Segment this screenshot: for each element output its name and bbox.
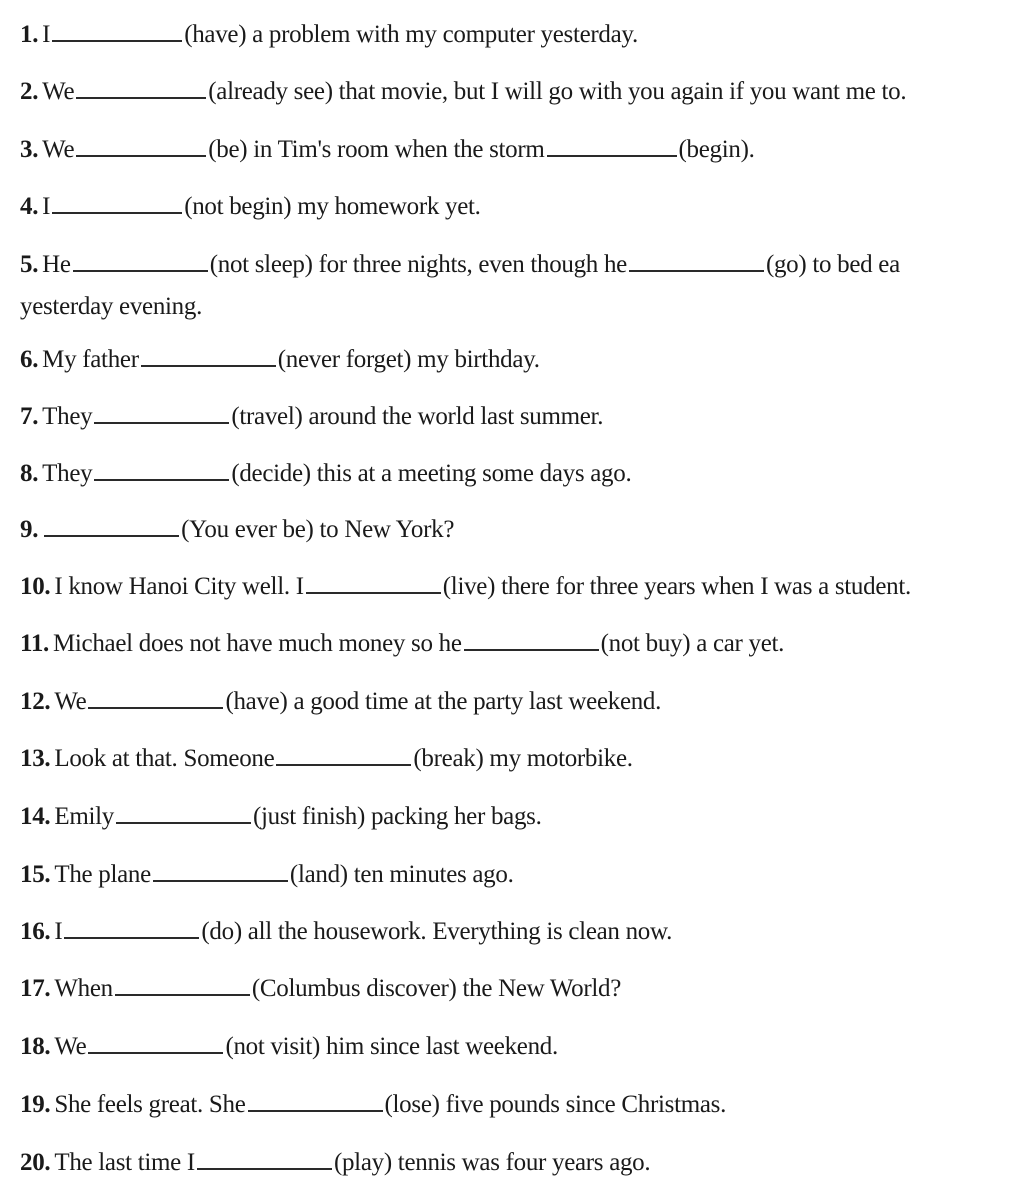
exercise-2 — [20, 75, 906, 107]
exercise-text: The plane — [54, 861, 151, 888]
exercise-text: She feels great. She — [54, 1091, 246, 1118]
exercise-text: (break) my motorbike. — [413, 745, 633, 772]
exercise-text: (never forget) my birthday. — [277, 346, 540, 373]
exercise-number: 3. — [20, 136, 39, 163]
exercise-text: (not sleep) for three nights, even though he — [209, 251, 627, 278]
exercise-5 — [20, 248, 900, 280]
exercise-text: Michael does not have much money so he — [52, 630, 462, 657]
exercise-number: 16. — [20, 918, 51, 945]
exercise-text: (not begin) my homework yet. — [184, 193, 481, 220]
answer-blank[interactable] — [76, 75, 206, 99]
answer-blank[interactable] — [464, 627, 599, 651]
exercise-14 — [20, 800, 542, 832]
answer-blank[interactable] — [116, 800, 251, 824]
answer-blank[interactable] — [88, 1030, 223, 1054]
exercise-number: 19. — [20, 1091, 51, 1118]
answer-blank[interactable] — [52, 18, 182, 42]
exercise-text: We — [54, 688, 87, 715]
exercise-19 — [20, 1088, 726, 1120]
exercise-12 — [20, 685, 661, 717]
exercise-number: 12. — [20, 688, 51, 715]
exercise-text: (be) in Tim's room when the storm — [208, 136, 545, 163]
exercise-text: (live) there for three years when I was a student. — [442, 573, 911, 600]
exercise-text: I — [42, 193, 51, 220]
exercise-1 — [20, 18, 638, 50]
exercise-7 — [20, 400, 603, 432]
exercise-text: When — [54, 975, 113, 1002]
answer-blank[interactable] — [94, 457, 229, 481]
exercise-number: 2. — [20, 78, 39, 105]
exercise-text: (already see) that movie, but I will go with you again if you want me to. — [208, 78, 907, 105]
exercise-number: 17. — [20, 975, 51, 1002]
exercise-text: He — [42, 251, 71, 278]
exercise-text: I — [42, 21, 51, 48]
exercise-number: 9. — [20, 516, 39, 543]
exercise-number: 13. — [20, 745, 51, 772]
answer-blank[interactable] — [141, 343, 276, 367]
exercise-text: (travel) around the world last summer. — [231, 403, 604, 430]
exercise-number: 18. — [20, 1033, 51, 1060]
exercise-text: The last time I — [54, 1149, 195, 1176]
exercise-text: (not buy) a car yet. — [600, 630, 785, 657]
answer-blank[interactable] — [88, 685, 223, 709]
exercise-text: (decide) this at a meeting some days ago. — [231, 460, 632, 487]
exercise-text: (have) a problem with my computer yesterday. — [184, 21, 638, 48]
exercise-text: (lose) five pounds since Christmas. — [384, 1091, 727, 1118]
exercise-text: (play) tennis was four years ago. — [333, 1149, 651, 1176]
exercise-text: (go) to bed ea — [765, 251, 900, 278]
exercise-20 — [20, 1146, 650, 1178]
exercise-text: They — [42, 403, 93, 430]
answer-blank[interactable] — [547, 133, 677, 157]
answer-blank[interactable] — [64, 915, 199, 939]
answer-blank[interactable] — [276, 742, 411, 766]
answer-blank[interactable] — [44, 513, 179, 537]
exercise-number: 14. — [20, 803, 51, 830]
answer-blank[interactable] — [52, 190, 182, 214]
exercise-text: (You ever be) to New York? — [181, 516, 455, 543]
exercise-number: 7. — [20, 403, 39, 430]
exercise-number: 15. — [20, 861, 51, 888]
exercise-5-continuation — [20, 292, 202, 322]
exercise-15 — [20, 858, 514, 890]
exercise-9 — [20, 513, 454, 545]
exercise-text: (begin). — [678, 136, 755, 163]
answer-blank[interactable] — [306, 570, 441, 594]
exercise-text: Look at that. Someone — [54, 745, 275, 772]
exercise-10 — [20, 570, 911, 602]
exercise-text: We — [42, 136, 75, 163]
exercise-text: (do) all the housework. Everything is clean now. — [201, 918, 673, 945]
exercise-text: (have) a good time at the party last weekend. — [225, 688, 662, 715]
exercise-text: I — [54, 918, 63, 945]
exercise-number: 5. — [20, 251, 39, 278]
exercise-text: (land) ten minutes ago. — [289, 861, 514, 888]
exercise-text: (Columbus discover) the New World? — [251, 975, 622, 1002]
exercise-18 — [20, 1030, 558, 1062]
exercise-number: 8. — [20, 460, 39, 487]
exercise-8 — [20, 457, 631, 489]
exercise-17 — [20, 972, 621, 1004]
exercise-text: We — [42, 78, 75, 105]
answer-blank[interactable] — [94, 400, 229, 424]
exercise-13 — [20, 742, 633, 774]
exercise-text: yesterday evening. — [20, 293, 203, 320]
exercise-text: My father — [42, 346, 139, 373]
exercise-number: 11. — [20, 630, 49, 657]
exercise-11 — [20, 627, 784, 659]
exercise-number: 6. — [20, 346, 39, 373]
exercise-text: We — [54, 1033, 87, 1060]
exercise-4 — [20, 190, 481, 222]
exercise-3 — [20, 133, 755, 165]
answer-blank[interactable] — [197, 1146, 332, 1170]
answer-blank[interactable] — [115, 972, 250, 996]
exercise-text: Emily — [54, 803, 114, 830]
exercise-text: They — [42, 460, 93, 487]
exercise-16 — [20, 915, 672, 947]
answer-blank[interactable] — [629, 248, 764, 272]
exercise-6 — [20, 343, 540, 375]
answer-blank[interactable] — [73, 248, 208, 272]
exercise-text: I know Hanoi City well. I — [54, 573, 304, 600]
answer-blank[interactable] — [76, 133, 206, 157]
answer-blank[interactable] — [248, 1088, 383, 1112]
exercise-number: 4. — [20, 193, 39, 220]
exercise-number: 1. — [20, 21, 39, 48]
exercise-number: 20. — [20, 1149, 51, 1176]
exercise-text: (just finish) packing her bags. — [252, 803, 542, 830]
exercise-text: (not visit) him since last weekend. — [225, 1033, 558, 1060]
answer-blank[interactable] — [153, 858, 288, 882]
exercise-number: 10. — [20, 573, 51, 600]
